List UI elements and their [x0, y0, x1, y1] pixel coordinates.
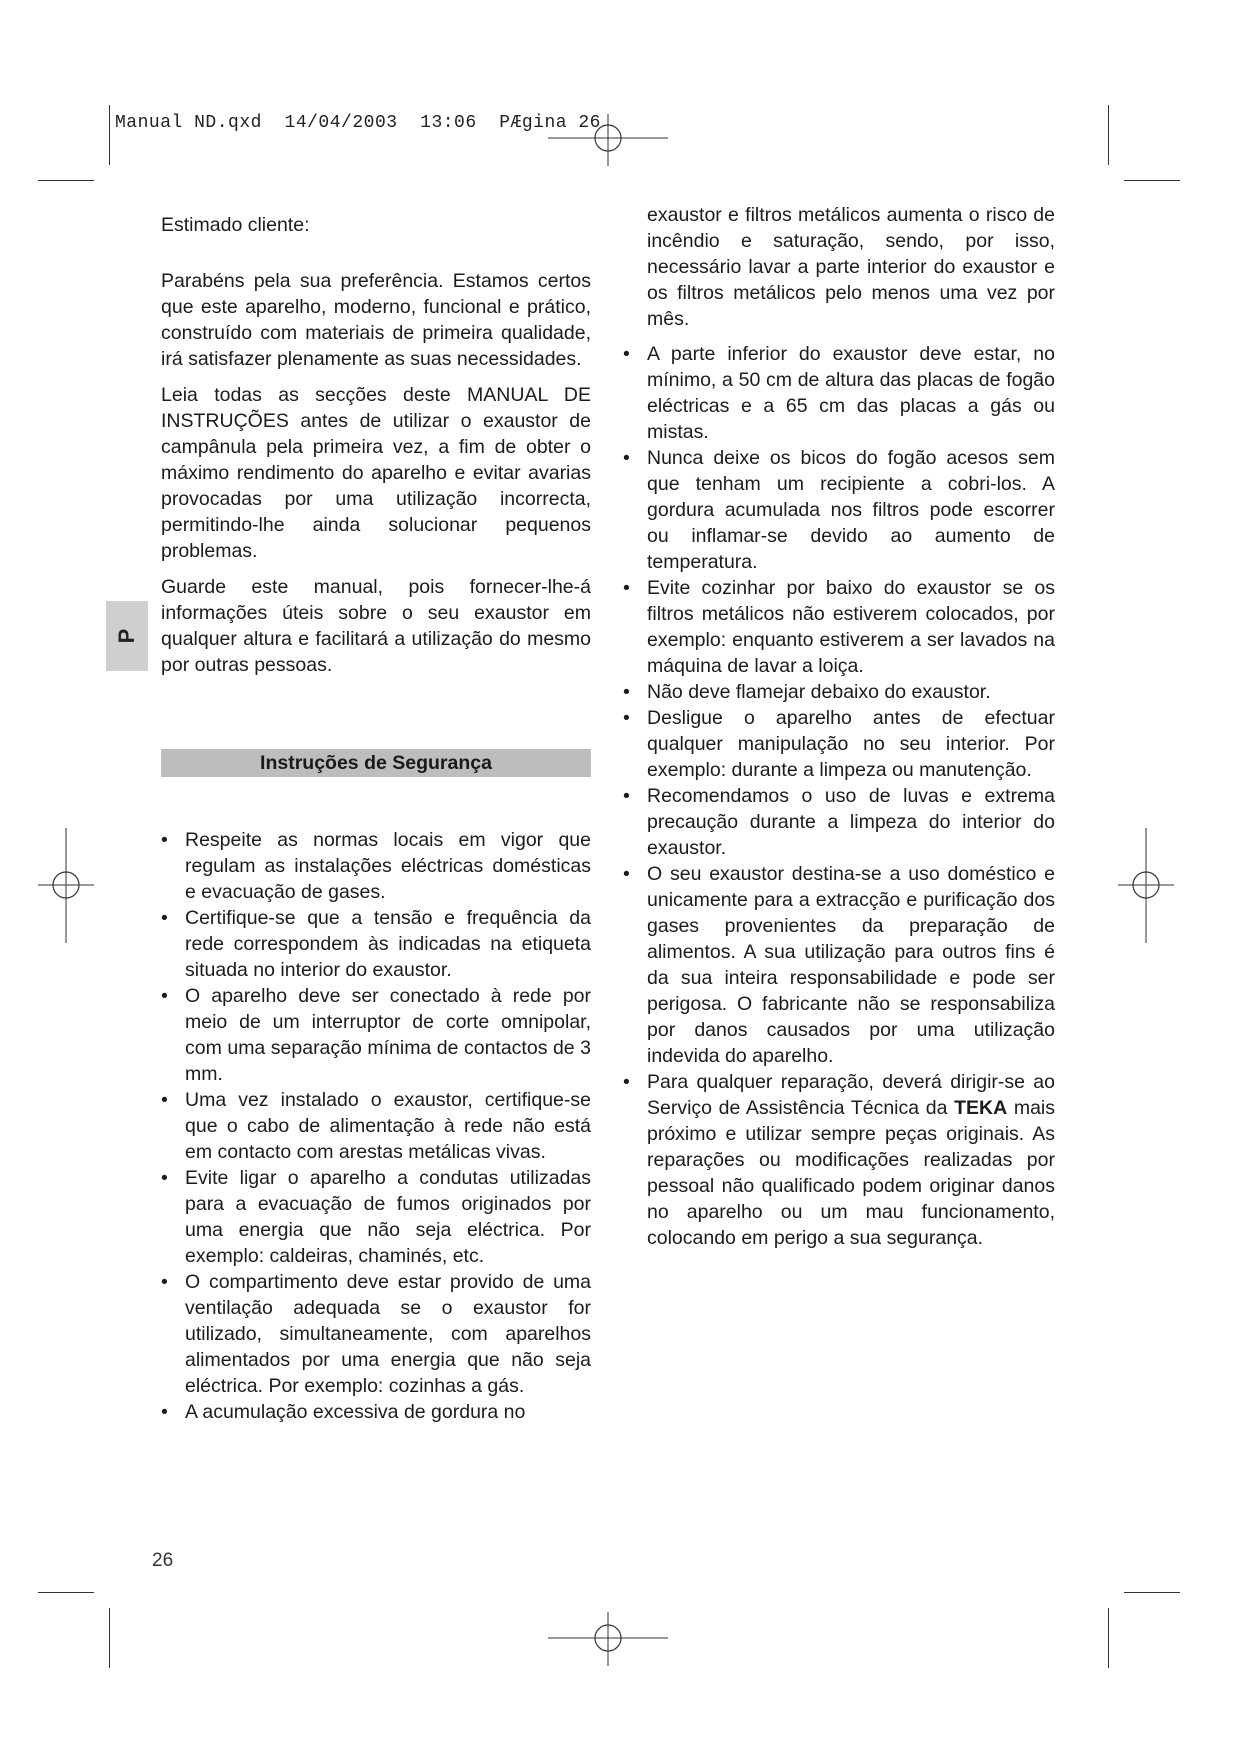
right-column	[623, 202, 1055, 1251]
crop-mark	[38, 180, 94, 181]
greeting: Estimado cliente:	[161, 214, 310, 236]
language-tab-label: P	[114, 628, 139, 644]
crop-mark	[1108, 105, 1109, 165]
list-item: • Recomendamos o uso de luvas e extrema precaução durante a limpeza do interior do exaustor.	[623, 785, 1055, 859]
list-item: • Nunca deixe os bicos do fogão acesos sem que tenham um recipiente a cobri-los. A gordura acumulada nos filtros pode escorrer ou inflamar-se devido ao aumento de temperatura.	[623, 447, 1055, 573]
list-item: • A parte inferior do exaustor deve estar, no mínimo, a 50 cm de altura das placas de fogão eléctricas e a 65 cm das placas a gás ou mistas.	[623, 343, 1055, 443]
list-item: • Não deve flamejar debaixo do exaustor.	[623, 681, 991, 703]
instructions-paragraph: Leia todas as secções deste MANUAL DE INSTRUÇÕES antes de utilizar o exaustor de campânula pela primeira vez, a fim de obter o máximo rendimento do aparelho e evitar avarias provocadas por uma utilização incorrecta, permitindo-lhe ainda solucionar pequenos problemas.	[161, 384, 591, 562]
left-column	[161, 212, 591, 688]
left-bullets	[161, 827, 591, 1425]
crop-mark	[1124, 1592, 1180, 1593]
list-item: • Certifique-se que a tensão e frequência da rede correspondem às indicadas na etiqueta situada no interior do exaustor.	[161, 907, 591, 981]
list-item: • Uma vez instalado o exaustor, certifique-se que o cabo de alimentação à rede não está em contacto com arestas metálicas vivas.	[161, 1089, 591, 1163]
crop-mark	[109, 105, 110, 165]
continuation-text: exaustor e filtros metálicos aumenta o risco de incêndio e saturação, sendo, por isso, necessário lavar a parte interior do exaustor e os filtros metálicos pelo menos uma vez por mês.	[647, 204, 1055, 330]
section-heading-safety: Instruções de Segurança	[161, 749, 591, 777]
crop-mark	[109, 1608, 110, 1668]
list-item: • A acumulação excessiva de gordura no	[161, 1401, 526, 1423]
brand-name: TEKA	[954, 1097, 1008, 1119]
registration-mark-bottom	[548, 1610, 668, 1670]
language-tab	[106, 601, 148, 671]
crop-mark	[1124, 180, 1180, 181]
list-item: • O aparelho deve ser conectado à rede por meio de um interruptor de corte omnipolar, com uma separação mínima de contactos de 3 mm.	[161, 985, 591, 1085]
page-number: 26	[152, 1550, 174, 1571]
list-item: • Para qualquer reparação, deverá dirigir-se ao Serviço de Assistência Técnica da TEKA mais próximo e utilizar sempre peças originais. As reparações ou modificações realizadas por pessoal não qualificado podem originar danos no aparelho ou um mau funcionamento, colocando em perigo a sua segurança.	[623, 1071, 1056, 1249]
registration-mark-left	[36, 828, 96, 948]
list-item: • O compartimento deve estar provido de uma ventilação adequada se o exaustor for utilizado, simultaneamente, com aparelhos alimentados por uma energia que não seja eléctrica. Por exemplo: cozinhas a gás.	[161, 1271, 591, 1397]
intro-paragraph: Parabéns pela sua preferência. Estamos certos que este aparelho, moderno, funcional e prático, construído com materiais de primeira qualidade, irá satisfazer plenamente as suas necessidades.	[161, 270, 591, 370]
list-item: • Evite ligar o aparelho a condutas utilizadas para a evacuação de fumos originados por uma energia que não seja eléctrica. Por exemplo: caldeiras, chaminés, etc.	[161, 1167, 591, 1267]
registration-mark-right	[1116, 828, 1176, 948]
list-item: • Evite cozinhar por baixo do exaustor se os filtros metálicos não estiverem colocados, por exemplo: enquanto estiverem a ser lavados na máquina de lavar a loiça.	[623, 577, 1055, 677]
crop-mark	[38, 1592, 94, 1593]
list-item: • Respeite as normas locais em vigor que regulam as instalações eléctricas domésticas e evacuação de gases.	[161, 829, 591, 903]
keep-manual-paragraph: Guarde este manual, pois fornecer-lhe-á informações úteis sobre o seu exaustor em qualquer altura e facilitará a utilização do mesmo por outras pessoas.	[161, 576, 591, 676]
list-item: • Desligue o aparelho antes de efectuar qualquer manipulação no seu interior. Por exemplo: durante a limpeza ou manutenção.	[623, 707, 1055, 781]
print-slug: Manual ND.qxd 14/04/2003 13:06 PÆgina 26	[115, 113, 601, 133]
crop-mark	[1108, 1608, 1109, 1668]
list-item: • O seu exaustor destina-se a uso doméstico e unicamente para a extracção e purificação dos gases provenientes da preparação de alimentos. A sua utilização para outros fins é da sua inteira responsabilidade e pode ser perigosa. O fabricante não se responsabiliza por danos causados por uma utilização indevida do aparelho.	[623, 863, 1055, 1067]
